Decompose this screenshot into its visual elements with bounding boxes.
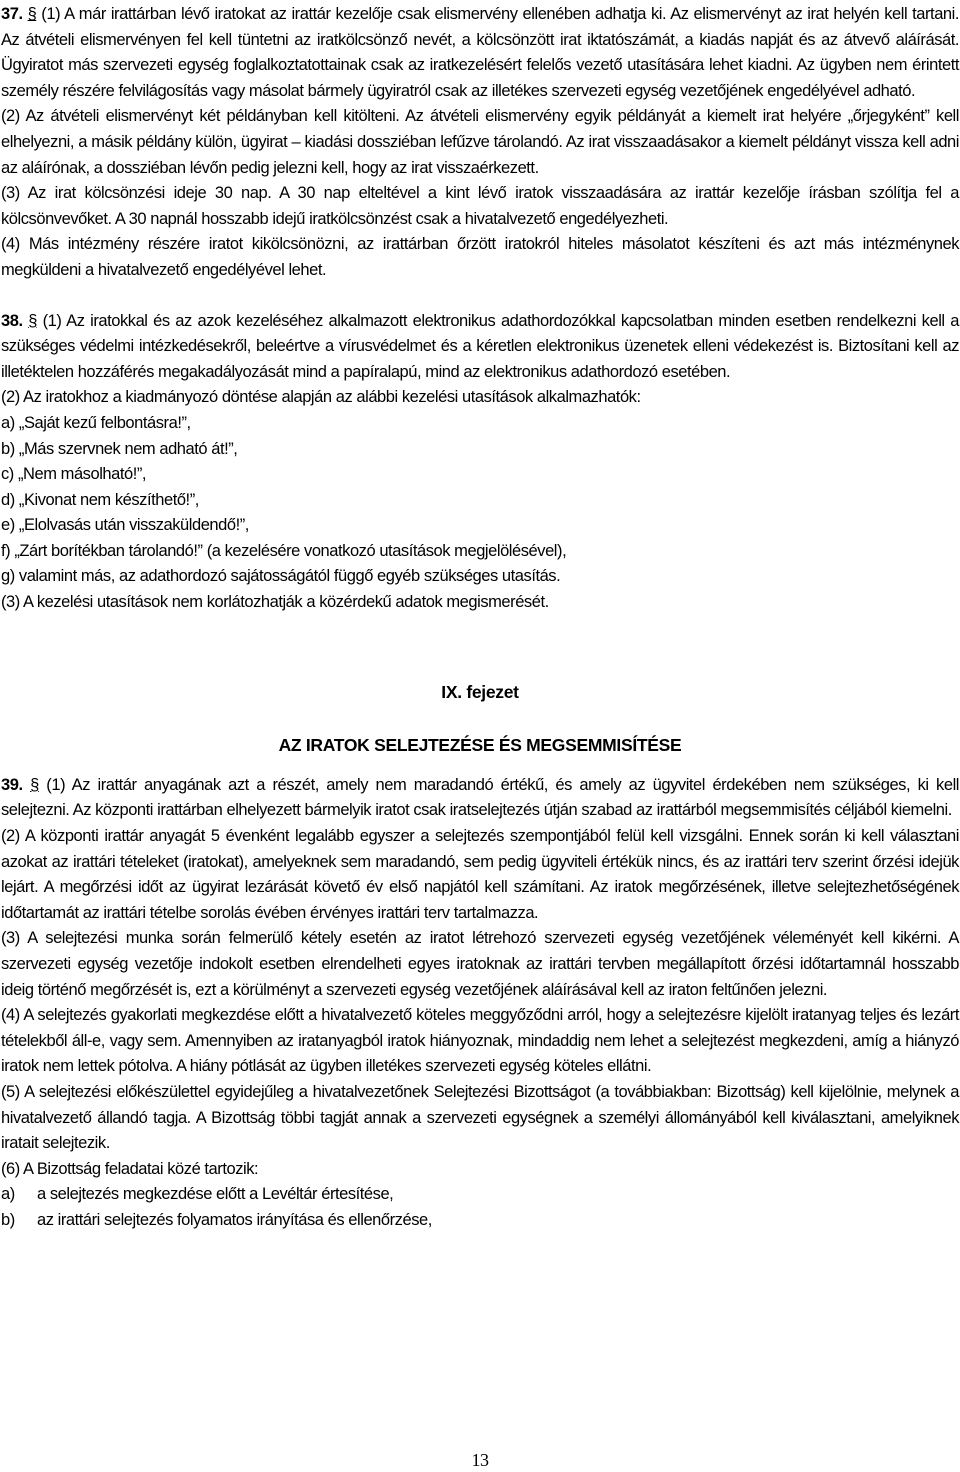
committee-task-text: a selejtezés megkezdése előtt a Levéltár értesítése, — [37, 1185, 394, 1204]
section-38-sign: § — [28, 311, 37, 330]
section-37-text-1: (1) A már irattárban lévő iratokat az irattár kezelője csak elismervény ellenében adhatja ki. Az elismervényt az irat helyén kell tartani. Az átvételi elismervényen fel kell tüntetni az iratkölcsönző nevét, a kölcsönzött irat iktatószámát, a kiadás napját és az átvevő aláírását. Ügyiratot más szervezeti egység foglalkoztatottainak csak az iratkezelésért felelős vezető utasítására lehet kiadni. Az ügyben nem érintett személy részére felvilágosítás vagy másolat bármely ügyiratról csak az illetékes szervezeti egység vezetőjének engedélyével adható. — [1, 5, 959, 100]
spacer — [1, 616, 959, 666]
section-38-text-1: (1) Az iratokkal és az azok kezeléséhez alkalmazott elektronikus adathordozókkal kapcsolatban minden esetben rendelkezni kell a szükséges védelmi intézkedésekről, beleértve a vírusvédelmet és a kéretlen elektronikus üzenetek elleni védekezést is. Biztosítani kell az illetéktelen hozzáférés megakadályozását mind a papíralapú, mind az elektronikus adathordozó esetében. — [1, 311, 960, 381]
section-39-sign: § — [30, 775, 39, 794]
committee-task-label: b) — [1, 1210, 15, 1229]
handling-instruction-item: g) valamint más, az adathordozó sajátosságától függő egyéb szükséges utasítás. — [1, 567, 561, 586]
chapter-number: IX. fejezet — [441, 681, 519, 702]
section-38-paragraph-1 — [1, 309, 959, 386]
committee-task-item — [1, 1182, 959, 1208]
handling-instruction-item: d) „Kivonat nem készíthető!”, — [1, 490, 199, 509]
section-39-paragraph-2: (2) A központi irattár anyagát 5 évenként legalább egyszer a selejtezés szempontjából felül kell vizsgálni. Ennek során ki kell választani azokat az irattári tételeket (iratokat), amelyeknek sem maradandó, sem pedig ügyviteli értékük nincs, és az irattári terv szerint őrzési idejük lejárt. A megőrzési időt az ügyirat lezárását követő év első napjától kell számítani. Az iratok megőrzésének, illetve selejtezhetőségének időtartamát az irattári tételbe sorolás évében érvényes irattári terv tartalmazza. — [1, 827, 959, 922]
section-37-paragraph-1 — [1, 2, 959, 104]
handling-instruction-item: a) „Saját kezű felbontásra!”, — [1, 413, 191, 432]
section-37-number: 37. — [1, 5, 23, 23]
section-38-paragraph-2: (2) Az iratokhoz a kiadmányozó döntése alapján az alábbi kezelési utasítások alkalmazhatók: — [1, 388, 641, 407]
section-39-paragraph-5: (5) A selejtezési előkészülettel egyidejűleg a hivatalvezetőnek Selejtezési Bizottságot (a továbbiakban: Bizottság) kell kijelölnie, melynek a hivatalvezető állandó tagja. A Bizottság többi tagját annak a szervezeti egységnek a személyi állományából kell kiválasztani, amelyiknek iratait selejtezik. — [1, 1082, 959, 1153]
section-37-paragraph-2: (2) Az átvételi elismervényt két példányban kell kitölteni. Az átvételi elismervény egyik példányát a kiemelt irat helyére „őrjegyként” kell elhelyezni, a másik példány külön, ügyirat – kiadási dossziéban lefűzve tárolandó. Az irat visszaadásakor a kiemelt példányt vissza kell adni az aláírónak, a dossziéban lévőn pedig jelezni kell, hogy az irat visszaérkezett. — [1, 107, 959, 177]
section-38-paragraph-3: (3) A kezelési utasítások nem korlátozhatják a közérdekű adatok megismerését. — [1, 593, 549, 612]
committee-task-label: a) — [1, 1185, 15, 1204]
chapter-title: AZ IRATOK SELEJTEZÉSE ÉS MEGSEMMISÍTÉSE — [278, 735, 682, 756]
section-39-paragraph-6: (6) A Bizottság feladatai közé tartozik: — [1, 1159, 259, 1178]
section-39-number: 39. — [1, 775, 23, 794]
section-37-sign: § — [27, 5, 37, 23]
section-39-paragraph-4: (4) A selejtezés gyakorlati megkezdése előtt a hivatalvezető köteles meggyőződni arról, hogy a selejtezésre kijelölt iratanyag teljes és lezárt tételekből áll-e, vagy sem. Amennyiben az iratanyagból iratok hiányoznak, mindaddig nem lehet a selejtezést megkezdeni, amíg a hiányzó iratok nem lettek pótolva. A hiány pótlását az ügyben illetékes szervezeti egység köteles ellátni. — [1, 1006, 959, 1076]
page-number: 13 — [471, 1450, 489, 1470]
section-39-paragraph-1 — [1, 773, 959, 824]
section-38-number: 38. — [1, 311, 23, 330]
committee-task-item — [1, 1208, 959, 1234]
spacer — [1, 284, 959, 309]
section-37-paragraph-4: (4) Más intézmény részére iratot kikölcsönözni, az irattárban őrzött iratokról hiteles másolatot készíteni és azt más intézménynek megküldeni a hivatalvezető engedélyével lehet. — [1, 235, 959, 279]
handling-instruction-item: b) „Más szervnek nem adható át!”, — [1, 439, 238, 458]
handling-instruction-item: f) „Zárt borítékban tárolandó!” (a kezelésére vonatkozó utasítások megjelölésével), — [1, 541, 567, 560]
section-39-text-1: (1) Az irattár anyagának azt a részét, amely nem maradandó értékű, és amely az ügyvitel érdekében nem szükséges, ki kell selejtezni. Az központi irattárban elhelyezett bármelyik iratot csak iratselejtezés útján szabad az irattárból megsemmisítés céljából kiemelni. — [1, 775, 960, 820]
section-39-paragraph-3: (3) A selejtezési munka során felmerülő kétely esetén az iratot létrehozó szervezeti egység vezetőjének véleményét kell kikérni. A szervezeti egység vezetője indokolt esetben elrendelheti egyes iratoknak az irattári tervben megállapított őrzési időtartamnál hosszabb ideig történő megőrzését is, ezt a körülményt a szervezeti egység vezetőjének aláírásával kell az iraton feltűnően jelezni. — [1, 929, 959, 999]
handling-instruction-item: e) „Elolvasás után visszaküldendő!”, — [1, 516, 249, 535]
section-37-paragraph-3: (3) Az irat kölcsönzési ideje 30 nap. A 30 nap elteltével a kint lévő iratok visszaadására az irattár kezelője írásban szólítja fel a kölcsönvevőket. A 30 napnál hosszabb idejű iratkölcsönzést csak a hivatalvezető engedélyezheti. — [1, 184, 959, 228]
handling-instruction-item: c) „Nem másolható!”, — [1, 465, 147, 484]
committee-task-text: az irattári selejtezés folyamatos irányítása és ellenőrzése, — [37, 1210, 432, 1229]
